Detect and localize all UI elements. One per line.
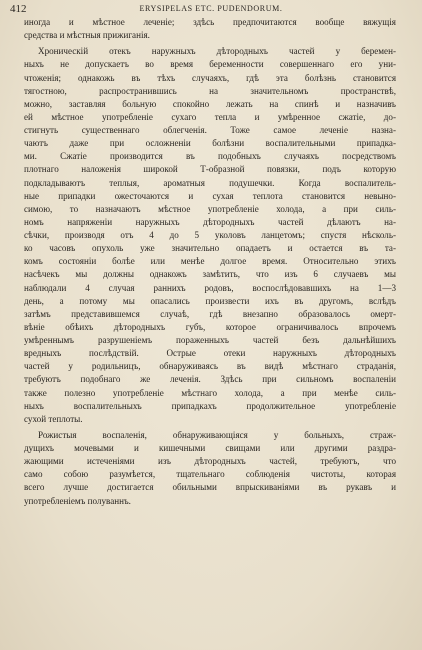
text-line: умѣреннымъ разрушеніемъ пораженныхъ частей безъ дальнѣйшихъ: [24, 335, 396, 345]
text-line: симою, то назначаютъ мѣстное употребленіе холода, а при силь-: [24, 203, 396, 214]
page-header: [10, 3, 412, 17]
text-line: дущихъ мочевыми и кишечными свищами или другими раздра-: [24, 443, 396, 453]
page-number: 412: [10, 3, 27, 15]
text-line: также полезно употребленіе мѣстнаго холода, а при менѣе силь-: [24, 387, 396, 398]
paragraph: [24, 45, 396, 426]
paragraph: [24, 429, 396, 508]
text-line: требуютъ подобнаго же леченія. Здѣсь при сильномъ воспаленіи: [24, 374, 396, 385]
text-line: день, а потому мы опасались произвести ихъ въ другомъ, вслѣдъ: [24, 295, 396, 306]
body-text: [24, 16, 396, 508]
text-line: тягостною, распространившись на значительномъ пространствѣ,: [24, 85, 396, 96]
text-line: стигнуть существеннаго облегченія. Тоже самое леченіе назна-: [24, 125, 396, 135]
text-line: подкладываютъ теплыя, ароматныя подушечки. Когда воспалитель-: [24, 177, 396, 188]
text-line: сухой теплоты.: [24, 413, 83, 424]
text-line: сѣчки, производя отъ 4 до 5 уколовъ ланцетомъ; спустя нѣсколь-: [24, 230, 396, 240]
text-line: чтоженія; однакожь въ тѣхъ случаяхъ, гдѣ эта болѣзнь становится: [24, 72, 396, 83]
text-line: комъ состояніи болѣе или менѣе долгое время. Относительно этихъ: [24, 256, 396, 267]
text-line: наблюдали 4 случая раннихъ родовъ, воспослѣдовавшихъ на 1—3: [24, 282, 396, 293]
text-line: Хроническій отекъ наружныхъ дѣтородныхъ частей у беремен-: [38, 46, 396, 57]
text-line: вредныхъ послѣдствій. Острые отеки наружныхъ дѣтородныхъ: [24, 348, 396, 359]
text-line: можно, заставляя больную спокойно лежать на спинѣ и назначивъ: [24, 98, 396, 109]
text-line: насѣчекъ мы должны однакожъ замѣтить, что изъ 6 случаевъ мы: [24, 269, 396, 280]
text-line: затѣмъ представившемся случаѣ, гдѣ внезапно образовалось омерт-: [24, 308, 396, 319]
text-line: плотнаго наложенія широкой Т-образной повязки, подъ которую: [24, 164, 396, 175]
text-line: жающими истеченіями изъ дѣтородныхъ частей, требуютъ, что: [24, 456, 396, 467]
text-line: ей мѣстное употребленіе сухаго тепла и умѣренное сжатіе, до-: [24, 111, 396, 122]
text-line: иногда и мѣстное леченіе; здѣсь предпочитаются вообще вяжущія: [24, 17, 396, 27]
text-line: само собою разумѣется, тщательнаго соблюденія чистоты, которая: [24, 469, 396, 480]
text-line: ныхъ воспалительныхъ припадкахъ продолжительное употребленіе: [24, 400, 396, 411]
text-line: ные припадки ожесточаются и сухая теплота становится невыно-: [24, 190, 396, 201]
text-line: средства и мѣстныя прижиганія.: [24, 30, 150, 41]
text-line: употребленіемъ полуваннъ.: [24, 495, 131, 506]
running-title: ERYSIPELAS ETC. PUDENDORUM.: [139, 4, 283, 13]
text-line: частей у родильницъ, обнаруживаясь въ видѣ мѣстнаго страданія,: [24, 361, 396, 372]
text-line: ко часовъ опухоль уже значительно опадаетъ и остается въ та-: [24, 243, 396, 254]
text-line: ныхъ не допускаетъ во время беременности совершеннаго его уни-: [24, 59, 396, 70]
text-line: чаютъ даже при осложненіи болѣзни воспалительными припадка-: [24, 138, 396, 149]
text-line: ми. Сжатіе производится въ подобныхъ случаяхъ посредствомъ: [24, 151, 396, 162]
paragraph: [24, 16, 396, 42]
text-line: Рожистыя воспаленія, обнаруживающіяся у больныхъ, страж-: [38, 429, 396, 440]
text-line: всего лучше достигается обильными впрыскиваніями въ рукавъ и: [24, 482, 396, 493]
text-line: номъ напряженіи наружныхъ дѣтородныхъ частей дѣлаютъ на-: [24, 216, 396, 227]
text-line: вѣніе обѣихъ дѣтородныхъ губъ, которое ограничивалось впрочемъ: [24, 321, 396, 332]
